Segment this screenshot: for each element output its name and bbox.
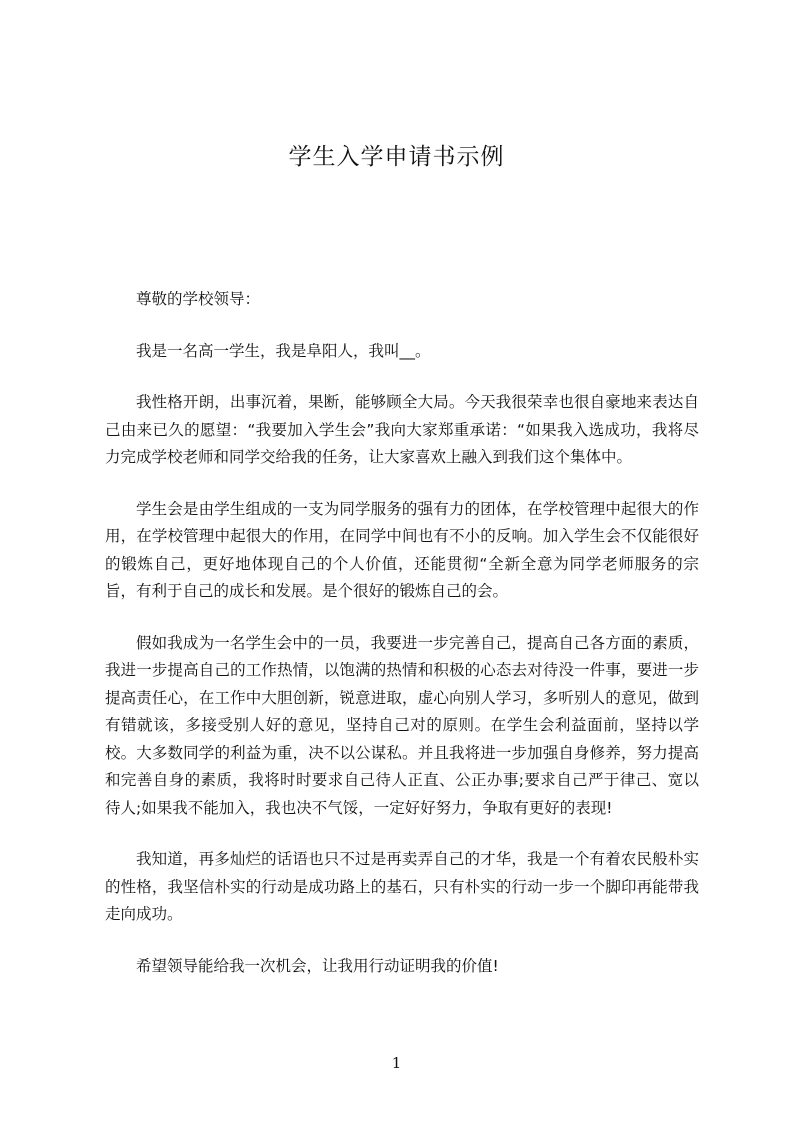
paragraph-commitment: 假如我成为一名学生会中的一员，我要进一步完善自己，提高自己各方面的素质，我进一步提高自己的工作热情，以饱满的热情和积极的心态去对待没一件事，要进一步提高责任心，在工作中大胆创新，锐意进取，虚心向别人学习，多听别人的意见，做到有错就该，多接受别人好的意见，坚持自己对的原则。在学生会利益面前，坚持以学校。大多数同学的利益为重，决不以公谋私。并且我将进一步加强自身修养，努力提高和完善自身的素质，我将时时要求自己待人正直、公正办事;要求自己严于律己、宽以待人;如果我不能加入，我也决不气馁，一定好好努力，争取有更好的表现! bbox=[105, 633, 699, 817]
paragraph-personality: 我性格开朗，出事沉着，果断，能够顾全大局。今天我很荣幸也很自豪地来表达自己由来已久的愿望：“我要加入学生会”我向大家郑重承诺：“如果我入选成功，我将尽力完成学校老师和同学交给我的任务，让大家喜欢上融入到我们这个集体中。 bbox=[105, 393, 699, 466]
salutation: 尊敬的学校领导： bbox=[136, 290, 261, 308]
page-number: 1 bbox=[391, 1054, 402, 1072]
paragraph-intro: 我是一名高一学生，我是阜阳人，我叫__。 bbox=[136, 341, 431, 360]
paragraph-character: 我知道，再多灿烂的话语也只不过是再卖弄自己的才华，我是一个有着农民般朴实的性格，我坚信朴实的行动是成功路上的基石，只有朴实的行动一步一个脚印再能带我走向成功。 bbox=[105, 850, 699, 923]
document-body bbox=[105, 286, 699, 1004]
paragraph-closing: 希望领导能给我一次机会，让我用行动证明我的价值! bbox=[136, 956, 499, 975]
paragraph-student-union: 学生会是由学生组成的一支为同学服务的强有力的团体，在学校管理中起很大的作用，在学校管理中起很大的作用，在同学中间也有不小的反响。加入学生会不仅能很好的锻炼自己，更好地体现自己的个人价值，还能贯彻“全新全意为同学老师服务的宗旨，有利于自己的成长和发展。是个很好的锻炼自己的会。 bbox=[105, 499, 699, 600]
page-title: 学生入学申请书示例 bbox=[288, 144, 505, 170]
